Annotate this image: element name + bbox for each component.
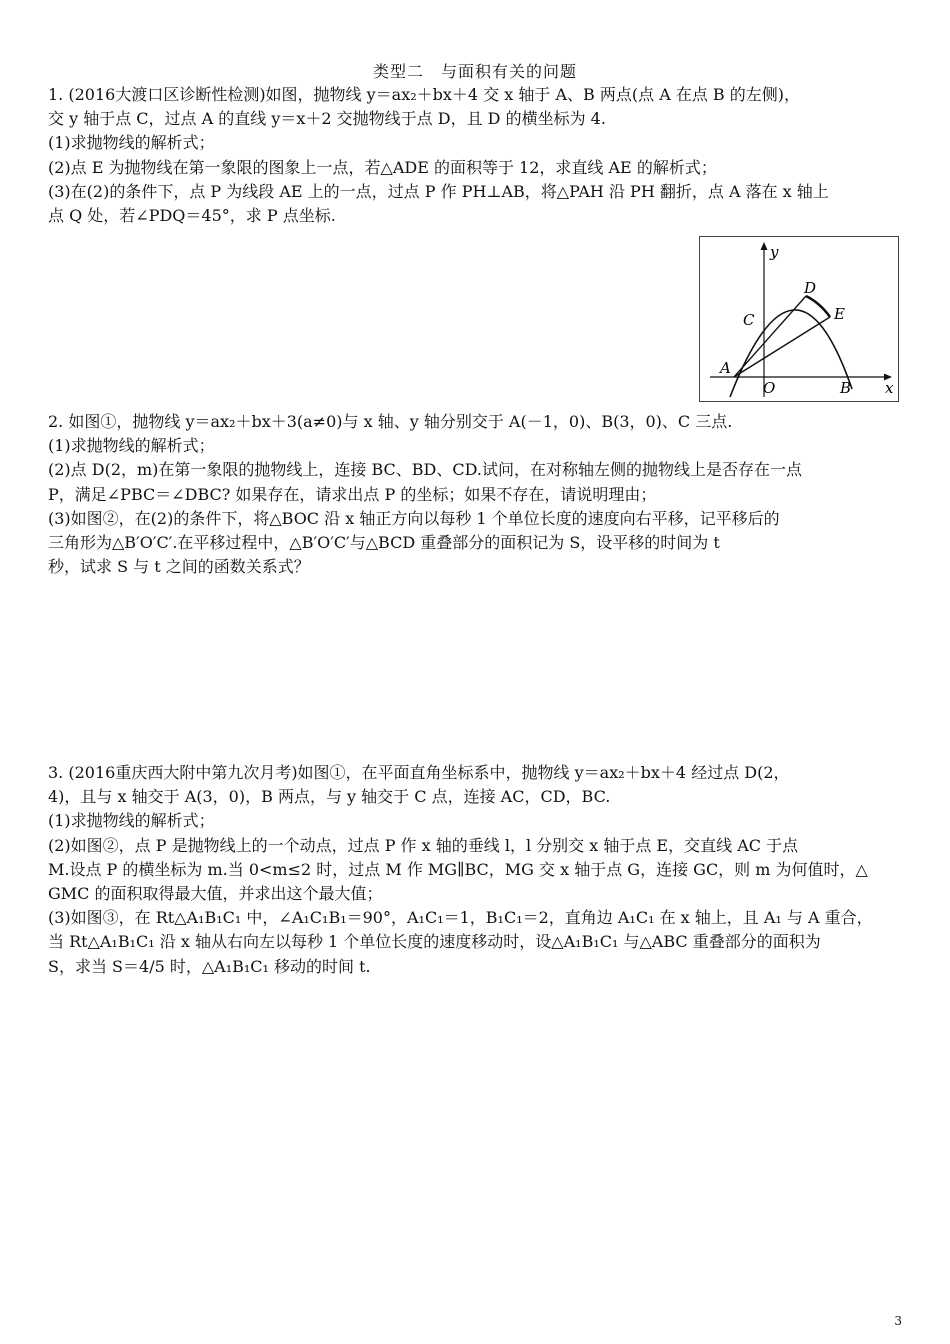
question-3-line: (1)求抛物线的解析式； [48, 811, 215, 831]
question-1-line: 点 Q 处，若∠PDQ＝45°，求 P 点坐标. [48, 206, 336, 226]
line-ad [734, 296, 806, 377]
question-3-line: GMC 的面积取得最大值，并求出这个最大值； [48, 884, 383, 904]
question-2-line: (1)求抛物线的解析式； [48, 436, 215, 456]
question-3-line: 当 Rt△A₁B₁C₁ 沿 x 轴从右向左以每秒 1 个单位长度的速度移动时，设△A₁B₁C₁ 与△ABC 重叠部分的面积为 [48, 932, 821, 952]
question-2-line: 2. 如图①，抛物线 y＝ax₂＋bx＋3(a≠0)与 x 轴、y 轴分别交于 A(－1，0)、B(3，0)、C 三点. [48, 412, 733, 431]
question-2-line: (2)点 D(2，m)在第一象限的抛物线上，连接 BC、BD、CD.试问，在对称轴左侧的抛物线上是否存在一点 [48, 460, 802, 480]
question-3-line: (3)如图③，在 Rt△A₁B₁C₁ 中，∠A₁C₁B₁＝90°，A₁C₁＝1，B₁C₁＝2，直角边 A₁C₁ 在 x 轴上，且 A₁ 与 A 重合， [48, 908, 873, 928]
label-y: y [770, 243, 779, 261]
parabola-diagram [700, 237, 900, 403]
question-2-line: P，满足∠PBC＝∠DBC? 如果存在，请求出点 P 的坐标；如果不存在，请说明理由； [48, 484, 657, 504]
y-axis-arrow [761, 242, 768, 250]
question-1-line: (3)在(2)的条件下，点 P 为线段 AE 上的一点，过点 P 作 PH⊥AB，将△PAH 沿 PH 翻折，点 A 落在 x 轴上 [48, 181, 829, 201]
label-a: A [720, 359, 731, 377]
question-2-line: 秒，试求 S 与 t 之间的函数关系式？ [48, 557, 310, 577]
label-b: B [840, 379, 852, 397]
question-3-line: 3. (2016重庆西大附中第九次月考)如图①，在平面直角坐标系中，抛物线 y＝ax₂＋bx＋4 经过点 D(2， [48, 763, 790, 782]
question-2 [48, 410, 908, 579]
question-3-line: (2)如图②，点 P 是抛物线上的一个动点，过点 P 作 x 轴的垂线 l，l 分别交 x 轴于点 E，交直线 AC 于点 [48, 835, 799, 855]
question-3-line: 4)，且与 x 轴交于 A(3，0)，B 两点，与 y 轴交于 C 点，连接 AC，CD，BC. [48, 787, 611, 807]
page-number: 3 [894, 1314, 902, 1328]
question-3-line: S，求当 S＝4/5 时，△A₁B₁C₁ 移动的时间 t. [48, 956, 371, 976]
question-3 [48, 761, 908, 979]
question-2-line: 三角形为△B′O′C′.在平移过程中，△B′O′C′与△BCD 重叠部分的面积记为 S，设平移的时间为 t [48, 533, 720, 553]
question-1-line: (1)求抛物线的解析式； [48, 133, 215, 153]
label-o: O [763, 379, 776, 397]
question-1-line: 交 y 轴于点 C，过点 A 的直线 y＝x＋2 交抛物线于点 D，且 D 的横坐标为 4. [48, 109, 606, 129]
section-title: 类型二 与面积有关的问题 [372, 62, 577, 81]
question-1-line: (2)点 E 为抛物线在第一象限的图象上一点，若△ADE 的面积等于 12，求直线 AE 的解析式； [48, 157, 717, 177]
question-1-figure [699, 236, 899, 402]
question-3-line: M.设点 P 的横坐标为 m.当 0<m≤2 时，过点 M 作 MG∥BC，MG 交 x 轴于点 G，连接 GC，则 m 为何值时，△ [48, 859, 868, 879]
question-1-line: 1. (2016大渡口区诊断性检测)如图，抛物线 y＝ax₂＋bx＋4 交 x 轴于 A、B 两点(点 A 在点 B 的左侧)， [48, 85, 801, 104]
label-c: C [743, 311, 755, 329]
label-e: E [834, 305, 845, 323]
question-1 [48, 83, 908, 228]
question-2-line: (3)如图②，在(2)的条件下，将△BOC 沿 x 轴正方向以每秒 1 个单位长度的速度向右平移，记平移后的 [48, 508, 780, 528]
label-x: x [885, 379, 894, 397]
label-d: D [804, 279, 817, 297]
segment-de [806, 296, 830, 317]
